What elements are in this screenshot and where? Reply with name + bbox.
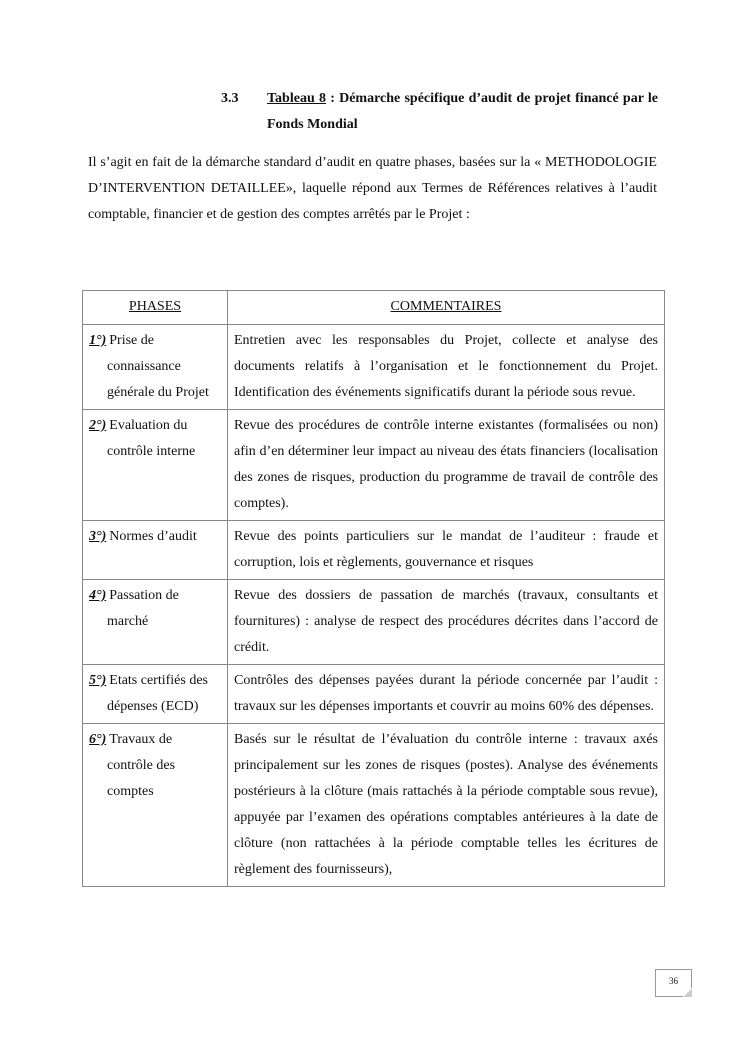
page-fold-corner (683, 988, 692, 997)
section-heading (221, 86, 658, 138)
phase-number: 5°) (89, 673, 107, 688)
phase-name: Evaluation du contrôle interne (107, 418, 196, 459)
phase-name: Travaux de contrôle des comptes (107, 732, 176, 799)
comment-cell: Basés sur le résultat de l’évaluation du contrôle interne : travaux axés principalement sur les zones de risques (postes). Analyse des événements postérieurs à la clôture (mais rattachés à la période comptable sous revue), appuyée par l’examen des opérations comptables antérieures à la date de clôture (non rattachées à la période comptable telles les écritures de règlement des fournisseurs), (228, 724, 665, 887)
phase-name: Normes d’audit (109, 529, 197, 544)
table-label: Tableau 8 (267, 91, 326, 106)
page-number-box (655, 969, 692, 997)
phase-cell (83, 665, 228, 724)
comment-cell: Revue des procédures de contrôle interne existantes (formalisées ou non) afin d’en déterminer leur impact au niveau des états financiers (localisation des zones de risques, production du programme de travail de contrôle des comptes). (228, 410, 665, 521)
table-row (83, 724, 665, 887)
header-commentaires: COMMENTAIRES (228, 291, 665, 325)
phase-cell (83, 410, 228, 521)
phase-cell (83, 580, 228, 665)
phase-name: Prise de connaissance générale du Projet (107, 333, 209, 400)
phase-cell (83, 325, 228, 410)
intro-paragraph: Il s’agit en fait de la démarche standard d’audit en quatre phases, basées sur la « METHODOLOGIE D’INTERVENTION DETAILLEE», laquelle répond aux Termes de Références relatives à l’audit comptable, financier et de gestion des comptes arrêtés par le Projet : (88, 155, 657, 222)
header-phases: PHASES (83, 291, 228, 325)
phase-name: Etats certifiés des dépenses (ECD) (107, 673, 209, 714)
page-number: 36 (669, 976, 678, 986)
section-title (267, 86, 658, 138)
phase-number: 3°) (89, 529, 107, 544)
comment-cell: Entretien avec les responsables du Projet, collecte et analyse des documents relatifs à l’organisation et le fonctionnement du Projet. Identification des événements significatifs durant la période sous revue. (228, 325, 665, 410)
table-row (83, 665, 665, 724)
comment-cell: Revue des dossiers de passation de marchés (travaux, consultants et fournitures) : analyse de respect des procédures décrites dans l’accord de crédit. (228, 580, 665, 665)
table-row (83, 521, 665, 580)
audit-phases-table (82, 290, 665, 887)
table-row (83, 325, 665, 410)
table-row (83, 410, 665, 521)
table-header-row (83, 291, 665, 325)
section-number: 3.3 (221, 91, 239, 106)
phase-number: 6°) (89, 732, 107, 747)
table-title: : Démarche spécifique d’audit de projet financé par le Fonds Mondial (267, 91, 658, 132)
comment-cell: Contrôles des dépenses payées durant la période concernée par l’audit : travaux sur les dépenses importants et couvrir au moins 60% des dépenses. (228, 665, 665, 724)
comment-cell: Revue des points particuliers sur le mandat de l’auditeur : fraude et corruption, lois et règlements, gouvernance et risques (228, 521, 665, 580)
phase-number: 4°) (89, 588, 107, 603)
phase-cell (83, 521, 228, 580)
phase-number: 1°) (89, 333, 107, 348)
phase-number: 2°) (89, 418, 107, 433)
phase-name: Passation de marché (107, 588, 179, 629)
table-row (83, 580, 665, 665)
phase-cell (83, 724, 228, 887)
